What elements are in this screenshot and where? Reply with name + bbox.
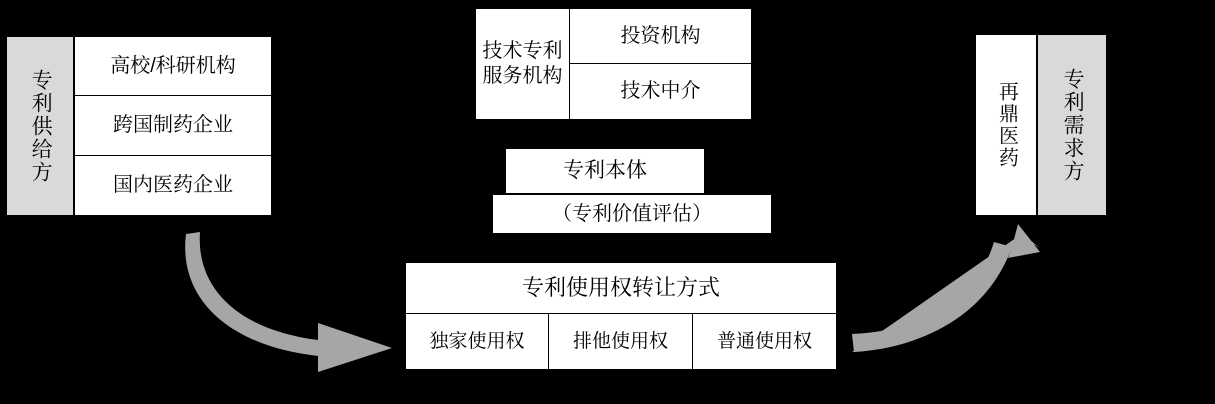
- transfer-mode-general: 普通使用权: [693, 314, 837, 370]
- supply-to-transfer-arrow: [185, 232, 392, 372]
- transfer-to-demand-arrow: [852, 224, 1040, 352]
- transfer-mode-exclusive-sole: 独家使用权: [405, 314, 549, 370]
- patent-body-box: 专利本体: [505, 148, 705, 194]
- service-institution-label: 技术专利服务机构: [475, 8, 570, 120]
- demand-company-zai-lab: 再鼎医药: [975, 34, 1037, 216]
- transfer-title-box: 专利使用权转让方式: [405, 262, 837, 314]
- transfer-mode-exclusive: 排他使用权: [549, 314, 693, 370]
- demand-side-label: 专利需求方: [1037, 34, 1107, 216]
- service-item-tech-broker: 技术中介: [570, 64, 752, 120]
- supply-side-label: 专利供给方: [6, 36, 74, 216]
- patent-valuation-box: （专利价值评估）: [492, 194, 772, 234]
- supply-item-domestic-pharma: 国内医药企业: [74, 156, 272, 216]
- service-item-investment: 投资机构: [570, 8, 752, 64]
- supply-item-multinational-pharma: 跨国制药企业: [74, 96, 272, 156]
- supply-item-universities: 高校/科研机构: [74, 36, 272, 96]
